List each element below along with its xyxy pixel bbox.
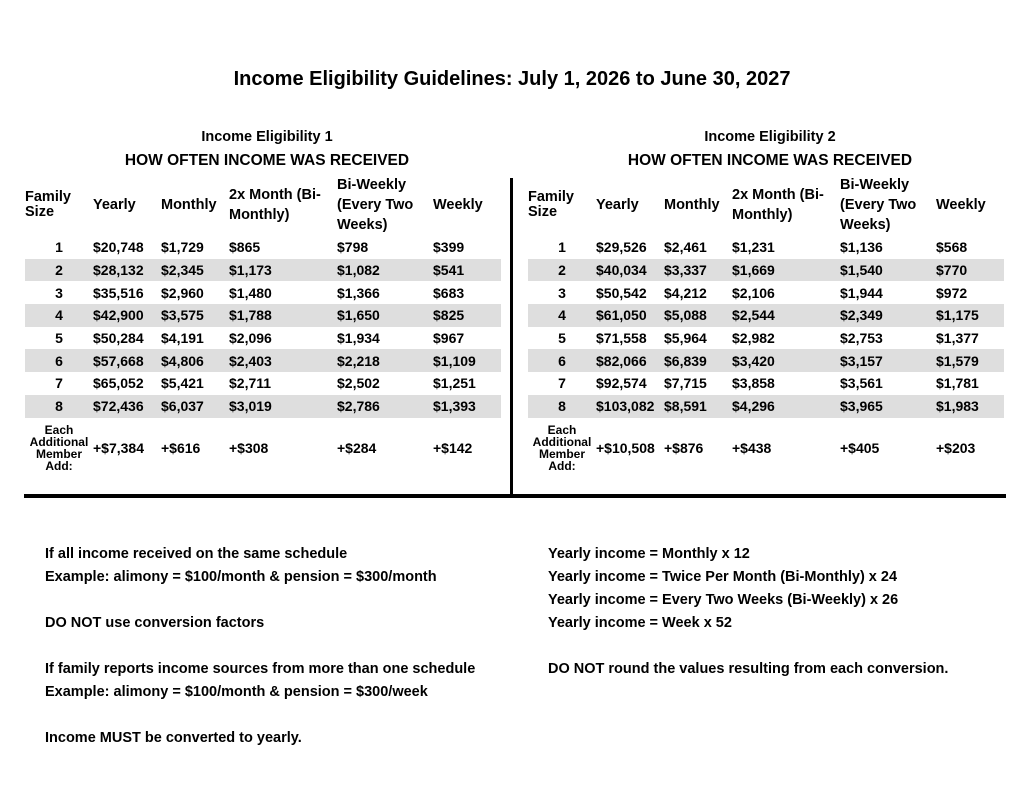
table-row <box>25 349 501 372</box>
family-size-cell: 7 <box>55 375 63 392</box>
income-cell: $1,082 <box>337 259 433 282</box>
income-cell: $1,480 <box>229 284 272 301</box>
table-row <box>25 327 501 350</box>
income-cell: $770 <box>936 259 1004 282</box>
income-cell: $3,337 <box>664 259 732 282</box>
income-cell: $1,788 <box>229 304 337 327</box>
table-row <box>25 395 501 418</box>
additional-member-cell: +$10,508 <box>596 439 655 456</box>
additional-member-cell: +$876 <box>664 439 704 456</box>
income-cell: $3,858 <box>732 375 775 392</box>
income-cell: $57,668 <box>93 349 161 372</box>
income-cell: $6,839 <box>664 349 732 372</box>
note-line: If all income received on the same schedule <box>45 546 348 562</box>
income-cell: $71,558 <box>596 330 647 347</box>
table-row <box>25 259 501 282</box>
header-weekly: Weekly <box>433 197 483 213</box>
income-cell: $2,096 <box>229 330 272 347</box>
note-line <box>548 635 948 658</box>
note-line <box>45 635 475 658</box>
note-line <box>45 589 475 612</box>
income-cell: $20,748 <box>93 239 144 256</box>
income-cell: $541 <box>433 259 501 282</box>
additional-member-row <box>528 418 1004 478</box>
income-cell: $2,106 <box>732 284 775 301</box>
family-size-cell: 4 <box>25 304 93 327</box>
income-cell: $4,212 <box>664 284 707 301</box>
income-cell: $1,173 <box>229 259 337 282</box>
income-cell: $8,591 <box>664 395 732 418</box>
income-cell: $3,965 <box>840 395 936 418</box>
income-cell: $2,403 <box>229 349 337 372</box>
table-row <box>528 327 1004 350</box>
family-size-cell: 6 <box>25 349 93 372</box>
income-cell: $1,650 <box>337 304 433 327</box>
table-row <box>25 372 501 395</box>
family-size-cell: 8 <box>25 395 93 418</box>
income-cell: $1,136 <box>840 239 883 256</box>
family-size-cell: 3 <box>55 284 63 301</box>
table-row <box>528 259 1004 282</box>
income-cell: $92,574 <box>596 375 647 392</box>
additional-member-cell: +$405 <box>840 439 880 456</box>
table-row <box>25 281 501 304</box>
income-cell: $2,218 <box>337 349 433 372</box>
income-cell: $5,421 <box>161 375 204 392</box>
table-row <box>528 281 1004 304</box>
income-cell: $399 <box>433 239 465 256</box>
income-cell: $798 <box>337 239 369 256</box>
note-line: Income MUST be converted to yearly. <box>45 730 302 746</box>
income-cell: $683 <box>433 284 465 301</box>
table-row <box>25 304 501 327</box>
income-table <box>528 174 1004 478</box>
additional-member-label: Each Additional Member Add: <box>532 422 592 473</box>
additional-member-cell: +$203 <box>936 439 976 456</box>
additional-member-label: Each Additional Member Add: <box>29 422 89 473</box>
income-cell: $2,982 <box>732 330 775 347</box>
vertical-divider <box>510 178 513 494</box>
income-cell: $2,461 <box>664 239 707 256</box>
income-cell: $2,786 <box>337 395 433 418</box>
table-subtitle: HOW OFTEN INCOME WAS RECEIVED <box>627 152 913 169</box>
header-yearly: Yearly <box>93 197 136 213</box>
income-cell: $1,251 <box>433 375 476 392</box>
header-monthly: Monthly <box>664 197 720 213</box>
income-cell: $5,964 <box>664 330 707 347</box>
income-cell: $40,034 <box>596 259 664 282</box>
income-cell: $3,561 <box>840 375 883 392</box>
income-cell: $3,157 <box>840 349 936 372</box>
note-line: Yearly income = Monthly x 12 <box>548 546 750 562</box>
income-cell: $3,420 <box>732 349 840 372</box>
table-title: Income Eligibility 1 <box>201 129 333 145</box>
family-size-cell: 5 <box>558 330 566 347</box>
additional-member-cell: +$7,384 <box>93 439 144 456</box>
income-cell: $82,066 <box>596 349 664 372</box>
income-cell: $2,345 <box>161 259 229 282</box>
table-row <box>528 304 1004 327</box>
additional-member-cell: +$284 <box>337 439 377 456</box>
income-cell: $3,575 <box>161 304 229 327</box>
horizontal-divider <box>24 494 1006 498</box>
income-cell: $4,806 <box>161 349 229 372</box>
table-row <box>528 236 1004 259</box>
additional-member-cell: +$142 <box>433 439 473 456</box>
note-line: DO NOT use conversion factors <box>45 615 265 631</box>
notes-left <box>45 543 475 750</box>
income-cell: $61,050 <box>596 304 664 327</box>
header-family-size: Family Size <box>25 189 71 220</box>
income-cell: $1,579 <box>936 349 1004 372</box>
additional-member-cell: +$308 <box>229 439 269 456</box>
income-cell: $7,715 <box>664 375 707 392</box>
income-cell: $967 <box>433 330 465 347</box>
income-cell: $6,037 <box>161 395 229 418</box>
income-table <box>25 174 501 478</box>
income-cell: $1,983 <box>936 395 1004 418</box>
notes-right <box>548 543 948 681</box>
income-cell: $28,132 <box>93 259 161 282</box>
income-cell: $3,019 <box>229 395 337 418</box>
income-cell: $35,516 <box>93 284 144 301</box>
income-cell: $2,753 <box>840 330 883 347</box>
header-yearly: Yearly <box>596 197 639 213</box>
header-family-size: Family Size <box>528 189 574 220</box>
note-line: Yearly income = Week x 52 <box>548 615 732 631</box>
header-twice-monthly: 2x Month (Bi-Monthly) <box>229 187 321 223</box>
family-size-cell: 6 <box>528 349 596 372</box>
table-row <box>528 372 1004 395</box>
income-cell: $865 <box>229 239 261 256</box>
income-cell: $1,109 <box>433 349 501 372</box>
note-line: Yearly income = Every Two Weeks (Bi-Weekly) x 26 <box>548 592 899 608</box>
income-cell: $65,052 <box>93 375 144 392</box>
income-cell: $50,542 <box>596 284 647 301</box>
header-biweekly: Bi-Weekly (Every Two Weeks) <box>337 177 414 233</box>
income-cell: $1,540 <box>840 259 936 282</box>
note-line <box>45 704 475 727</box>
table-row <box>25 236 501 259</box>
family-size-cell: 2 <box>528 259 596 282</box>
income-cell: $1,393 <box>433 395 501 418</box>
family-size-cell: 8 <box>528 395 596 418</box>
income-cell: $972 <box>936 284 968 301</box>
income-cell: $103,082 <box>596 395 664 418</box>
family-size-cell: 3 <box>558 284 566 301</box>
additional-member-row <box>25 418 501 478</box>
family-size-cell: 4 <box>528 304 596 327</box>
income-cell: $1,366 <box>337 284 380 301</box>
note-line: Yearly income = Twice Per Month (Bi-Monthly) x 24 <box>548 569 898 585</box>
income-cell: $2,544 <box>732 304 840 327</box>
table-row <box>528 395 1004 418</box>
income-cell: $5,088 <box>664 304 732 327</box>
header-biweekly: Bi-Weekly (Every Two Weeks) <box>840 177 917 233</box>
income-cell: $568 <box>936 239 968 256</box>
income-cell: $2,349 <box>840 304 936 327</box>
income-cell: $1,231 <box>732 239 775 256</box>
note-line: If family reports income sources from more than one schedule <box>45 661 476 677</box>
income-cell: $42,900 <box>93 304 161 327</box>
income-cell: $1,944 <box>840 284 883 301</box>
income-cell: $1,729 <box>161 239 204 256</box>
note-line: Example: alimony = $100/month & pension = $300/week <box>45 684 428 700</box>
family-size-cell: 2 <box>25 259 93 282</box>
income-cell: $825 <box>433 304 501 327</box>
income-cell: $2,711 <box>229 375 272 392</box>
header-weekly: Weekly <box>936 197 986 213</box>
note-line: DO NOT round the values resulting from each conversion. <box>548 661 949 677</box>
table-row <box>528 349 1004 372</box>
income-cell: $2,502 <box>337 375 380 392</box>
eligibility-table-2 <box>528 126 1004 478</box>
income-cell: $2,960 <box>161 284 204 301</box>
family-size-cell: 7 <box>558 375 566 392</box>
income-cell: $72,436 <box>93 395 161 418</box>
income-cell: $1,669 <box>732 259 840 282</box>
additional-member-cell: +$438 <box>732 439 772 456</box>
note-line: Example: alimony = $100/month & pension = $300/month <box>45 569 437 585</box>
income-cell: $4,296 <box>732 395 840 418</box>
table-subtitle: HOW OFTEN INCOME WAS RECEIVED <box>124 152 410 169</box>
additional-member-cell: +$616 <box>161 439 201 456</box>
eligibility-table-1 <box>25 126 501 478</box>
income-cell: $1,175 <box>936 304 1004 327</box>
income-cell: $1,781 <box>936 375 979 392</box>
header-twice-monthly: 2x Month (Bi-Monthly) <box>732 187 824 223</box>
page-title: Income Eligibility Guidelines: July 1, 2026 to June 30, 2027 <box>233 68 791 90</box>
income-cell: $50,284 <box>93 330 144 347</box>
income-cell: $1,377 <box>936 330 979 347</box>
table-title: Income Eligibility 2 <box>704 129 836 145</box>
income-cell: $4,191 <box>161 330 204 347</box>
header-monthly: Monthly <box>161 197 217 213</box>
family-size-cell: 5 <box>55 330 63 347</box>
family-size-cell: 1 <box>558 239 566 256</box>
family-size-cell: 1 <box>55 239 63 256</box>
income-cell: $29,526 <box>596 239 647 256</box>
income-cell: $1,934 <box>337 330 380 347</box>
